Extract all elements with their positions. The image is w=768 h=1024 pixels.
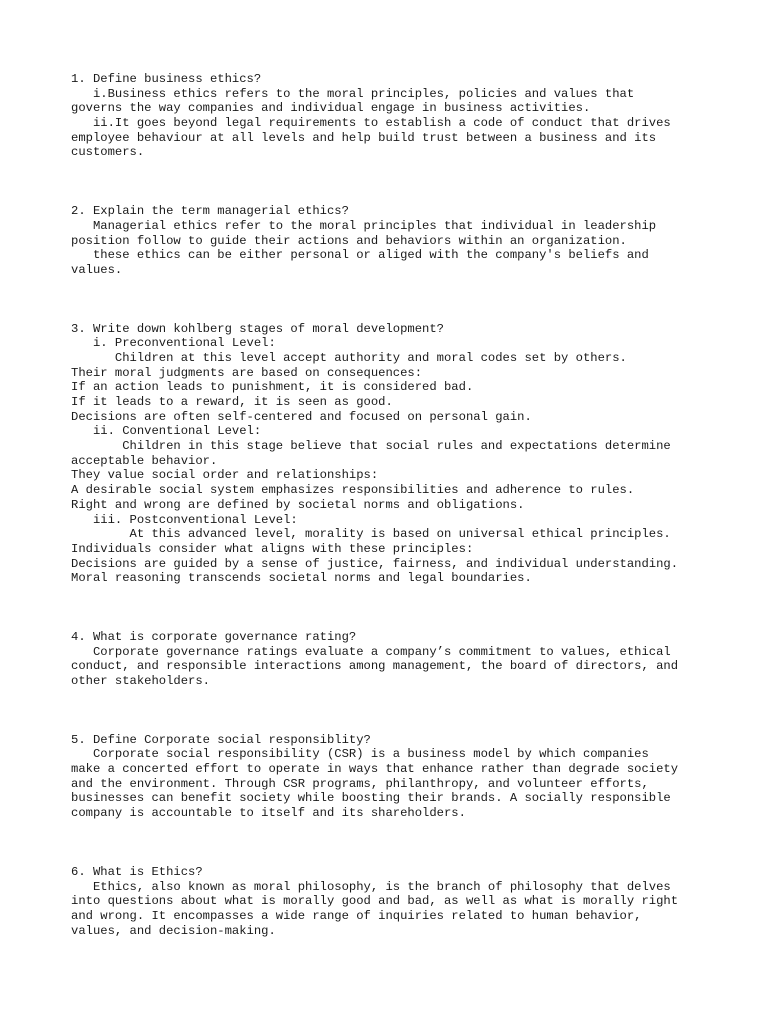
- answer-line: Corporate governance ratings evaluate a company’s commitment to values, ethical: [71, 644, 671, 659]
- question-2: [71, 204, 711, 277]
- answer-line: Decisions are guided by a sense of justice, fairness, and individual understanding.: [71, 556, 679, 571]
- answer-line: Moral reasoning transcends societal norms and legal boundaries.: [71, 571, 532, 586]
- answer-line: Children in this stage believe that social rules and expectations determine: [71, 439, 671, 454]
- question-1: [71, 72, 711, 160]
- answer-line: businesses can benefit society while boosting their brands. A socially responsible: [71, 791, 671, 806]
- section-spacer: [71, 278, 711, 322]
- answer-line: If an action leads to punishment, it is considered bad.: [71, 380, 474, 395]
- answer-line: values.: [71, 262, 123, 277]
- question-4: [71, 630, 711, 689]
- document-body: [71, 72, 711, 938]
- answer-line: Ethics, also known as moral philosophy, is the branch of philosophy that delves: [71, 879, 671, 894]
- answer-line: Managerial ethics refer to the moral principles that individual in leadership: [71, 218, 657, 233]
- answer-line: A desirable social system emphasizes responsibilities and adherence to rules.: [71, 483, 635, 498]
- answer-line: ii.It goes beyond legal requirements to establish a code of conduct that drives: [71, 116, 671, 131]
- answer-line: position follow to guide their actions and behaviors within an organization.: [71, 233, 627, 248]
- answer-line: Right and wrong are defined by societal norms and obligations.: [71, 497, 525, 512]
- answer-line: make a concerted effort to operate in ways that enhance rather than degrade society: [71, 762, 679, 777]
- answer-line: values, and decision-making.: [71, 923, 276, 938]
- answer-line: Individuals consider what aligns with these principles:: [71, 541, 474, 556]
- answer-line: conduct, and responsible interactions among management, the board of directors, and: [71, 659, 679, 674]
- answer-line: ii. Conventional Level:: [71, 424, 262, 439]
- answer-line: these ethics can be either personal or aliged with the company's beliefs and: [71, 248, 649, 263]
- answer-line: employee behaviour at all levels and help build trust between a business and its: [71, 130, 657, 145]
- section-spacer: [71, 160, 711, 204]
- section-spacer: [71, 689, 711, 733]
- answer-line: Corporate social responsibility (CSR) is a business model by which companies: [71, 747, 649, 762]
- question-2-heading: 2. Explain the term managerial ethics?: [71, 204, 349, 219]
- question-4-heading: 4. What is corporate governance rating?: [71, 629, 357, 644]
- section-spacer: [71, 586, 711, 630]
- question-5-heading: 5. Define Corporate social responsiblity?: [71, 732, 371, 747]
- answer-line: governs the way companies and individual engage in business activities.: [71, 101, 591, 116]
- answer-line: Their moral judgments are based on consequences:: [71, 365, 423, 380]
- answer-line: If it leads to a reward, it is seen as good.: [71, 395, 393, 409]
- answer-line: i. Preconventional Level:: [71, 336, 276, 351]
- question-5: [71, 733, 711, 821]
- answer-line: i.Business ethics refers to the moral principles, policies and values that: [71, 86, 635, 101]
- answer-line: Children at this level accept authority and moral codes set by others.: [71, 350, 627, 365]
- answer-line: At this advanced level, morality is based on universal ethical principles.: [71, 527, 671, 542]
- answer-line: acceptable behavior.: [71, 453, 218, 468]
- answer-line: They value social order and relationships:: [71, 468, 379, 483]
- answer-line: and the environment. Through CSR programs, philanthropy, and volunteer efforts,: [71, 776, 649, 791]
- question-3-heading: 3. Write down kohlberg stages of moral development?: [71, 321, 444, 336]
- question-6: [71, 865, 711, 938]
- answer-line: company is accountable to itself and its shareholders.: [71, 806, 466, 821]
- answer-line: into questions about what is morally good and bad, as well as what is morally right: [71, 894, 679, 909]
- question-3: [71, 322, 711, 586]
- answer-line: other stakeholders.: [71, 674, 210, 688]
- answer-line: customers.: [71, 145, 145, 160]
- question-6-heading: 6. What is Ethics?: [71, 864, 203, 879]
- answer-line: and wrong. It encompasses a wide range of inquiries related to human behavior,: [71, 908, 642, 923]
- question-1-heading: 1. Define business ethics?: [71, 72, 262, 86]
- answer-line: Decisions are often self-centered and focused on personal gain.: [71, 409, 532, 424]
- answer-line: iii. Postconventional Level:: [71, 512, 298, 527]
- section-spacer: [71, 821, 711, 865]
